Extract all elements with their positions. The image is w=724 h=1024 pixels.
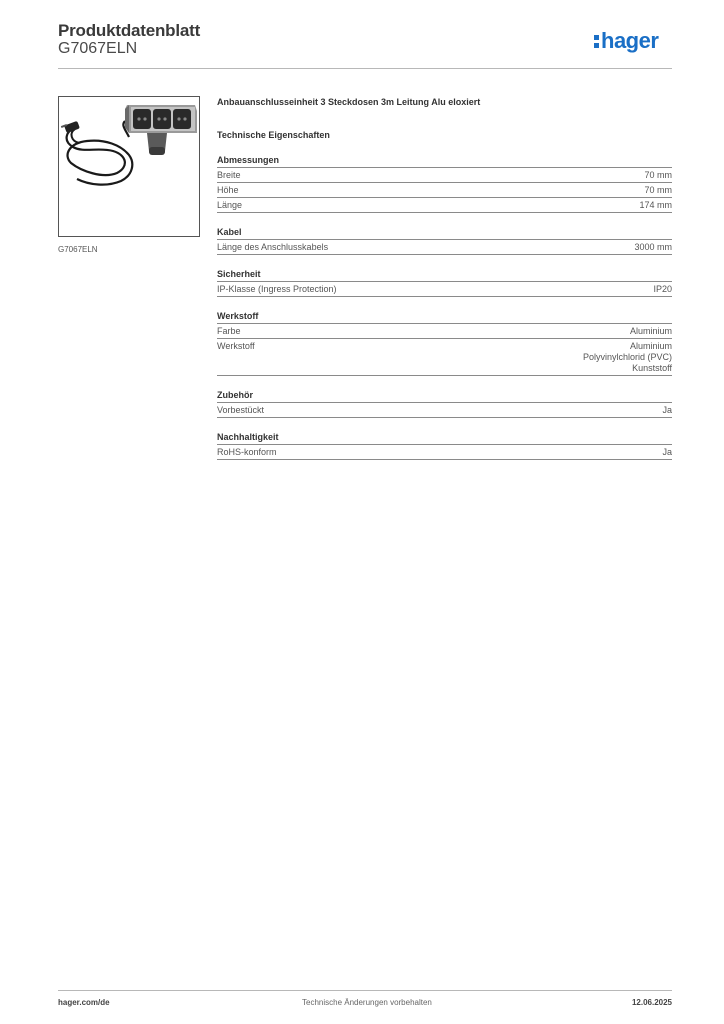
product-details bbox=[217, 96, 672, 460]
property-value: Ja bbox=[662, 447, 672, 457]
product-description: Anbauanschlusseinheit 3 Steckdosen 3m Leitung Alu eloxiert bbox=[217, 97, 481, 107]
technical-properties-heading: Technische Eigenschaften bbox=[217, 130, 330, 140]
image-caption: G7067ELN bbox=[58, 245, 98, 254]
property-row bbox=[217, 282, 672, 297]
socket-outlet-unit-image bbox=[59, 97, 199, 236]
logo-dot-top bbox=[594, 35, 599, 40]
product-code: G7067ELN bbox=[58, 40, 138, 57]
property-row bbox=[217, 324, 672, 339]
property-value: 70 mm bbox=[644, 185, 672, 195]
section-nachhaltigkeit bbox=[217, 431, 672, 460]
page-title: Produktdatenblatt bbox=[58, 21, 201, 40]
section-title: Zubehör bbox=[217, 389, 672, 403]
property-value: IP20 bbox=[653, 284, 672, 294]
section-sicherheit bbox=[217, 268, 672, 297]
section-title: Abmessungen bbox=[217, 154, 672, 168]
property-value: 3000 mm bbox=[634, 242, 672, 252]
property-label: Länge bbox=[217, 200, 243, 210]
footer-website-link[interactable]: hager.com/de bbox=[58, 998, 110, 1007]
property-row bbox=[217, 168, 672, 183]
footer-divider bbox=[58, 990, 672, 991]
property-label: Farbe bbox=[217, 326, 241, 336]
section-werkstoff bbox=[217, 310, 672, 376]
hager-logo bbox=[592, 26, 674, 58]
section-title: Sicherheit bbox=[217, 268, 672, 282]
section-title: Nachhaltigkeit bbox=[217, 431, 672, 445]
property-row bbox=[217, 240, 672, 255]
property-value: Kunststoff bbox=[632, 363, 672, 373]
section-zubehoer bbox=[217, 389, 672, 418]
property-row bbox=[217, 198, 672, 213]
property-label: RoHS-konform bbox=[217, 447, 277, 457]
property-label: Vorbestückt bbox=[217, 405, 265, 415]
section-kabel bbox=[217, 226, 672, 255]
property-row bbox=[217, 403, 672, 418]
property-value-list bbox=[583, 341, 672, 374]
property-value: Aluminium bbox=[629, 326, 672, 336]
property-value: Ja bbox=[662, 405, 672, 415]
logo-dot-bottom bbox=[594, 43, 599, 48]
property-row bbox=[217, 445, 672, 460]
section-abmessungen bbox=[217, 154, 672, 213]
property-row bbox=[217, 183, 672, 198]
logo-text: hager bbox=[601, 28, 659, 53]
property-label: Höhe bbox=[217, 185, 239, 195]
footer-date: 12.06.2025 bbox=[631, 998, 672, 1007]
property-row bbox=[217, 339, 672, 376]
property-value: 70 mm bbox=[644, 170, 672, 180]
property-value: Aluminium bbox=[629, 341, 672, 351]
property-label: IP-Klasse (Ingress Protection) bbox=[217, 284, 337, 294]
header-divider bbox=[58, 68, 672, 69]
section-title: Kabel bbox=[217, 226, 672, 240]
footer-disclaimer: Technische Änderungen vorbehalten bbox=[302, 998, 432, 1007]
property-value: 174 mm bbox=[639, 200, 672, 210]
property-label: Breite bbox=[217, 170, 241, 180]
property-value: Polyvinylchlorid (PVC) bbox=[582, 352, 672, 362]
product-image bbox=[58, 96, 200, 237]
property-label: Werkstoff bbox=[217, 341, 255, 351]
property-label: Länge des Anschlusskabels bbox=[217, 242, 329, 252]
section-title: Werkstoff bbox=[217, 310, 672, 324]
